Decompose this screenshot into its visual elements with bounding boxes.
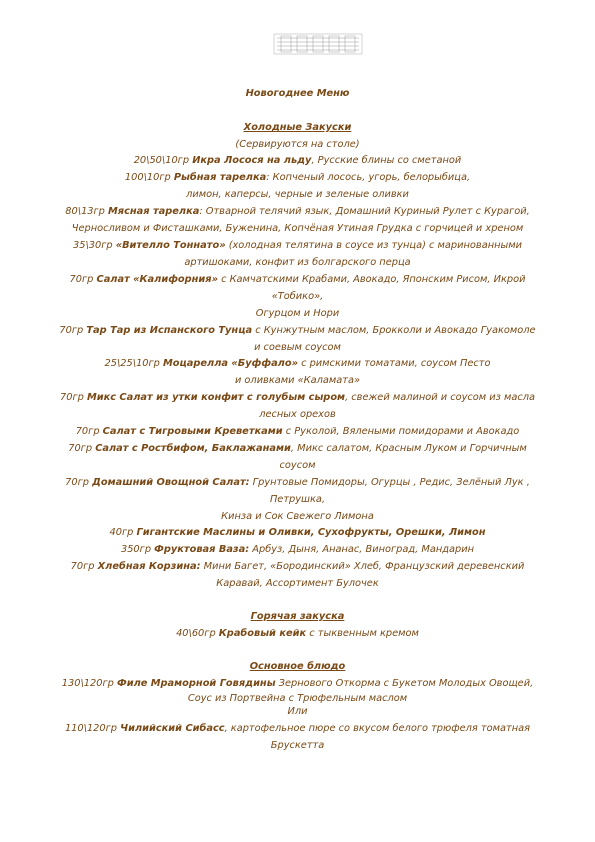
menu-item-duck-salad: 70гр Микс Салат из утки конфит с голубым сыром, свежей малиной и соусом из масла	[59, 392, 535, 403]
menu-item-beef-cont: Соус из Портвейна с Трюфельным маслом	[187, 693, 408, 704]
menu-item-bread-basket: 70гр Хлебная Корзина: Мини Багет, «Бородинский» Хлеб, Французский деревенский	[70, 561, 525, 572]
section-heading-hot-starter: Горячая закуска	[250, 611, 345, 622]
menu-item-california-cont: «Тобико»,	[271, 291, 324, 302]
menu-item-seabass-cont: Брускетта	[270, 740, 325, 751]
menu-item-meat-plate: 80\13гр Мясная тарелка: Отварной телячий язык, Домашний Куриный Рулет с Курагой,	[65, 206, 530, 217]
restaurant-logo	[273, 33, 363, 55]
menu-item-tartar: 70гр Тар Тар из Испанского Тунца с Кунжутным маслом, Брокколи и Авокадо Гуакомоле	[59, 325, 536, 336]
menu-item-veg-salad-cont2: Кинза и Сок Свежего Лимона	[221, 511, 374, 522]
menu-item-california: 70гр Салат «Калифорния» с Камчатскими Крабами, Авокадо, Японским Рисом, Икрой	[69, 274, 526, 285]
section-heading-cold: Холодные Закуски	[243, 122, 352, 133]
menu-item-beef: 130\120гр Филе Мраморной Говядины Зернового Откорма с Букетом Молодых Овощей,	[61, 678, 534, 689]
menu-item-fruit-vase: 350гр Фруктовая Ваза: Арбуз, Дыня, Ананас, Виноград, Мандарин	[120, 544, 475, 555]
menu-item-veg-salad: 70гр Домашний Овощной Салат: Грунтовые Помидоры, Огурцы , Редис, Зелёный Лук ,	[65, 477, 530, 488]
menu-item-duck-salad-cont: лесных орехов	[259, 409, 336, 420]
menu-item-vitello-cont: артишоками, конфит из болгарского перца	[184, 257, 411, 268]
menu-item-fish-plate-cont: лимон, каперсы, черные и зеленые оливки	[186, 189, 409, 200]
menu-item-roastbeef-salad: 70гр Салат с Ростбифом, Баклажанами, Микс салатом, Красным Луком и Горчичным	[68, 443, 527, 454]
menu-item-vitello: 35\30гр «Вителло Тоннато» (холодная телятина в соусе из тунца) с маринованными	[72, 240, 523, 251]
menu-title: Новогоднее Меню	[245, 88, 350, 99]
or-separator: Или	[287, 706, 308, 717]
serving-note: (Сервируются на столе)	[235, 139, 360, 150]
menu-item-meat-plate-cont: Черносливом и Фисташками, Буженина, Копчёная Утиная Грудка с горчицей и хреном	[71, 223, 524, 234]
menu-item-caviar: 20\50\10гр Икра Лосося на льду, Русские блины со сметаной	[133, 155, 462, 166]
menu-item-fish-plate: 100\10гр Рыбная тарелка: Копченый лосось, угорь, белорыбица,	[124, 172, 471, 183]
menu-item-bread-basket-cont: Каравай, Ассортимент Булочек	[216, 578, 379, 589]
menu-item-mozzarella-cont: и оливками «Каламата»	[234, 375, 361, 386]
menu-item-crab-cake: 40\60гр Крабовый кейк с тыквенным кремом	[176, 628, 419, 639]
menu-item-mozzarella: 25\25\10гр Моцарелла «Буффало» с римскими томатами, соусом Песто	[104, 358, 491, 369]
menu-item-veg-salad-cont: Петрушка,	[269, 494, 326, 505]
section-heading-main: Основное блюдо	[249, 661, 346, 672]
menu-item-roastbeef-salad-cont: соусом	[279, 460, 316, 471]
menu-item-olives: 40гр Гигантские Маслины и Оливки, Сухофрукты, Орешки, Лимон	[109, 527, 486, 538]
menu-item-seabass: 110\120гр Чилийский Сибасс, картофельное пюре со вкусом белого трюфеля томатная	[64, 723, 531, 734]
menu-item-shrimp-salad: 70гр Салат с Тигровыми Креветками с Руколой, Вялеными помидорами и Авокадо	[75, 426, 520, 437]
menu-item-california-cont2: Огурцом и Нори	[255, 308, 340, 319]
menu-item-tartar-cont: и соевым соусом	[254, 342, 341, 353]
